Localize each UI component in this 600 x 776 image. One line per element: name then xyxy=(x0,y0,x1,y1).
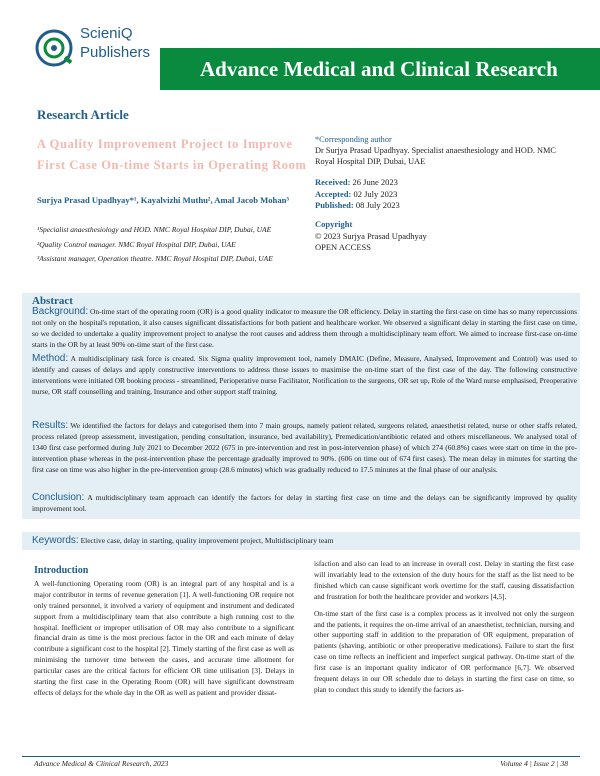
abstract-results xyxy=(32,420,577,475)
corresponding-author-label: *Corresponding author xyxy=(315,135,392,144)
article-title-line-1: A Quality Improvement Project to Improve xyxy=(37,137,293,151)
article-title xyxy=(37,134,307,176)
abstract-method xyxy=(32,353,577,397)
accepted-date: 02 July 2023 xyxy=(353,188,398,199)
footer-journal: Advance Medical & Clinical Research, 2023 xyxy=(34,759,169,768)
background-label: Background: xyxy=(32,306,89,317)
received-label: Received: xyxy=(315,177,351,187)
accepted-label: Accepted: xyxy=(315,188,352,199)
corresponding-author xyxy=(315,134,575,167)
abstract-conclusion xyxy=(32,492,577,514)
article-type: Research Article xyxy=(37,107,129,122)
body-left-column xyxy=(34,566,294,705)
abstract-background xyxy=(32,306,577,350)
intro-paragraph-3: On-time start of the first case is a complex process as it involved not only the surgeon and the patients, it requires the on-time arrival of an anaesthetist, technician, nursing and other supporting staff in addition to the preparation of OR equipment, preparation of patients (shaving, antibiotic or other preoperative medications). Failure to start the first case on time reflects an inefficient and imperfect surgical pathway. On-time start of the first case is an important quality indicator of OR performance [6,7]. We observed frequent delays in our OR schedule due to delays in starting the first case on time, so plan to conduct this study to identify the factors as- xyxy=(314,608,574,694)
conclusion-label: Conclusion: xyxy=(32,492,85,503)
results-label: Results: xyxy=(32,420,69,431)
copyright-line: © 2023 Surjya Prasad Upadhyay xyxy=(315,230,427,241)
article-dates xyxy=(315,177,575,212)
article-title-line-2: First Case On-time Starts in Operating Room xyxy=(37,158,307,172)
affiliations xyxy=(37,224,297,268)
abstract-box xyxy=(22,293,580,519)
keywords-text: Elective case, delay in starting, quality improvement project, Multidisciplinary team xyxy=(80,536,334,545)
introduction-heading: Introduction xyxy=(34,565,89,576)
intro-paragraph-1: A well-functioning Operating room (OR) is an integral part of any hospital and is a major contributor in terms of revenue generation [1]. A well-functioning OR require not only trained personnel, it involved a variety of equipment and instrument and dedicated support from a multidisciplinary team that also contribute a high running cost to the hospital. Inefficient or improper utilisation of OR may also contribute to a significant financial drain as time is the most precious factor in the OR and each minute of delay contribute a significant cost to the hospital [2]. Timely starting of the first case as well as minimising the turnover time between the cases, and accurate time allotment for particular cases are the critical factors for efficient OR time utilisation [3]. Delays in starting the first case in the Operating Room (OR) will have significant downstream effects of delays for the whole day in the OR as well as patient and provider dissat- xyxy=(34,578,294,697)
open-access-line: OPEN ACCESS xyxy=(315,242,371,252)
conclusion-text: A multidisciplinary team approach can identify the factors for delay in starting first case on time and the delays can be significantly improved by quality improvement tool. xyxy=(32,493,577,513)
affiliation-3: ³Assistant manager, Operation theatre. NMC Royal Hospital DIP, Dubai, UAE xyxy=(37,254,273,264)
keywords-line xyxy=(32,535,333,546)
copyright-label: Copyright xyxy=(315,219,353,229)
abstract-heading: Abstract xyxy=(32,295,73,307)
body-right-column xyxy=(314,559,574,702)
publisher-logo-icon xyxy=(34,26,74,70)
publisher-name-line2: Publishers xyxy=(80,44,151,61)
publisher-name-line1: ScieniQ xyxy=(80,25,133,42)
corresponding-author-text: Dr Surjya Prasad Upadhyay. Specialist anaesthesiology and HOD. NMC Royal Hospital DIP, Dubai, UAE xyxy=(315,146,556,166)
affiliation-1: ¹Specialist anaesthesiology and HOD. NMC Royal Hospital DIP, Dubai, UAE xyxy=(37,225,272,234)
method-label: Method: xyxy=(32,353,69,364)
footer-volume: Volume 4 | Issue 2 | 38 xyxy=(500,759,568,768)
journal-title: Advance Medical and Clinical Research xyxy=(200,57,558,81)
results-text: We identified the factors for delays and categorised them into 7 main groups, namely patient related, surgeons related, anaesthetist related, nurse or other staffs related, process related (preop assessment, investigation, pending consultation, insurance, bed availability), Premedication/antibiotic related and others miscellaneous. We analysed total of 1340 first case performed during July 2021 to December 2022 (675 in pre-intervention and rest in post-intervention phase) of which 274 (60.8%) cases were start on time in the pre-intervention phase whereas in the post-intervention phase the percentage gradually improved to 90%. (606 on time out of 674 first cases). The mean delay in minutes for starting the first case on time was also higher in the pre-intervention group (28.6 minutes) which was gradually reduced to 17.5 minutes at the final phase of our analysis. xyxy=(32,421,578,474)
method-text: A multidisciplinary task force is created. Six Sigma quality improvement tool, namely DMAIC (Define, Measure, Analysed, Improvement and Control) was used to identify and causes of delays and apply constructive interventions to address those issues to maximise the on-time start of the first case of the day. The following constructive interventions were initiated OR booking process - streamlined, Perioperative nurse Facilitator, Notification to the surgeons, OR set up, Role of the Ward nurse emphasised, Preoperative nurse, OR staff counselling and training, Insurance and other support staff training. xyxy=(32,354,577,396)
affiliation-2: ²Quality Control manager. NMC Royal Hospital DIP, Dubai, UAE xyxy=(37,239,236,249)
author-list: Surjya Prasad Upadhyay*¹, Kayalvizhi Muthu², Amal Jacob Mohan³ xyxy=(37,195,289,205)
keywords-label: Keywords: xyxy=(32,535,79,546)
published-label: Published: xyxy=(315,200,354,210)
intro-paragraph-2: isfaction and also can lead to an increase in overall cost. Delay in starting the first case will invariably lead to the extension of the duty hours for the staff as the list need to be finished which can cause significant work overtime for the staff, causing dissatisfaction and frustration for both the healthcare provider and workers [4,5]. xyxy=(314,559,574,601)
footer-divider xyxy=(22,756,580,757)
published-date: 08 July 2023 xyxy=(355,200,400,210)
publisher-logo xyxy=(34,20,159,88)
journal-banner xyxy=(160,48,600,90)
background-text: On-time start of the operating room (OR) is a good quality indicator to measure the OR efficiency. Delay in starting the first case on time has so many repercussions not only on the hospital's reputation, it also causes significant dissatisfactions for both patient and healthcare worker. We observed a significant delay in starting the first case on time, so we decided to undertake a quality improvement project to analyse the root causes and address them through a multidisciplinary team effort. We aimed to increase first-case on-time starts in the OR by at least 90% on-time start of the first case. xyxy=(32,307,577,349)
keywords-box xyxy=(22,532,580,550)
copyright-block xyxy=(315,219,575,254)
received-date: 26 June 2023 xyxy=(352,177,398,187)
